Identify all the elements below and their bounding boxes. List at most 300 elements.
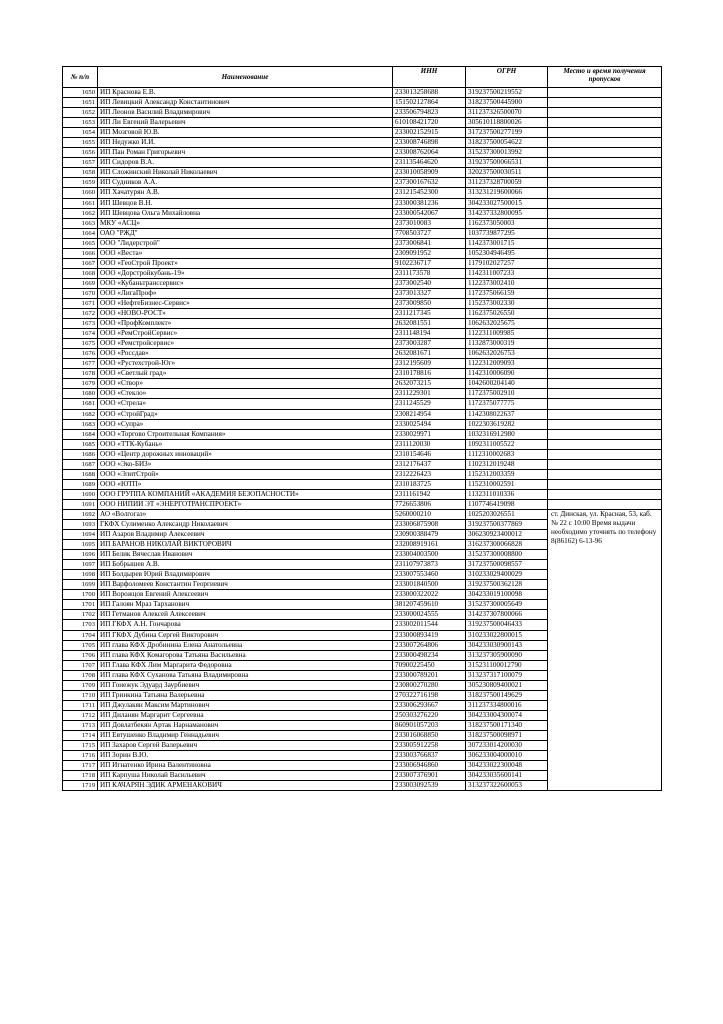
row-inn-cell: 2311120030	[393, 439, 466, 449]
row-name-cell: ООО «Россдав»	[98, 349, 393, 359]
row-name-cell: ООО «Рустехстрой-Юг»	[98, 359, 393, 369]
row-name-cell: ИП ГКФХ Дубина Сергей Викторович	[98, 630, 393, 640]
row-inn-cell: 233003092539	[393, 781, 466, 791]
row-name-cell: ООО «ПрофКомплект»	[98, 319, 393, 329]
row-num-cell: 1683	[63, 419, 98, 429]
row-inn-cell: 231215452300	[393, 188, 466, 198]
row-name-cell: ИП Левицкий Александр Константинович	[98, 98, 393, 108]
row-num-cell: 1664	[63, 228, 98, 238]
row-ogrn-cell: 315231100012790	[466, 660, 548, 670]
row-name-cell: ООО «Светлый град»	[98, 369, 393, 379]
row-name-cell: ИП Гетманов Алексей Алексеевич	[98, 610, 393, 620]
row-ogrn-cell: 1037739877295	[466, 228, 548, 238]
row-ogrn-cell: 304233035600141	[466, 771, 548, 781]
row-inn-cell: 381207459610	[393, 600, 466, 610]
row-num-cell: 1698	[63, 570, 98, 580]
row-ogrn-cell: 1179102027257	[466, 258, 548, 268]
row-ogrn-cell: 1132873000319	[466, 339, 548, 349]
row-ogrn-cell: 317237500277199	[466, 128, 548, 138]
row-name-cell: ООО «Дорстройкубань-19»	[98, 268, 393, 278]
row-num-cell: 1719	[63, 781, 98, 791]
row-num-cell: 1669	[63, 278, 98, 288]
row-inn-cell: 2311173578	[393, 268, 466, 278]
row-inn-cell: 230900388479	[393, 530, 466, 540]
row-inn-cell: 2308214954	[393, 409, 466, 419]
row-inn-cell: 233007553460	[393, 570, 466, 580]
row-num-cell: 1696	[63, 550, 98, 560]
row-inn-cell: 9102236717	[393, 258, 466, 268]
row-ogrn-cell: 1122373002410	[466, 278, 548, 288]
row-num-cell: 1651	[63, 98, 98, 108]
row-ogrn-cell: 315237300013992	[466, 148, 548, 158]
row-place-cell	[548, 309, 662, 319]
table-row	[63, 369, 662, 379]
table-row	[63, 268, 662, 278]
table-row	[63, 168, 662, 178]
row-name-cell: ИП Шевцова Ольга Михайловна	[98, 208, 393, 218]
table-body	[63, 88, 662, 791]
row-name-cell: АО «Волгогаз»	[98, 509, 393, 519]
row-inn-cell: 2330025494	[393, 419, 466, 429]
row-place-cell	[548, 349, 662, 359]
row-ogrn-cell: 1102312019248	[466, 459, 548, 469]
row-ogrn-cell: 304233027500015	[466, 198, 548, 208]
row-name-cell: ИП Хачатурян А.В.	[98, 188, 393, 198]
row-num-cell: 1668	[63, 268, 98, 278]
row-inn-cell: 2311245529	[393, 399, 466, 409]
row-name-cell: ООО «Веста»	[98, 248, 393, 258]
table-row	[63, 108, 662, 118]
row-num-cell: 1717	[63, 761, 98, 771]
table-row	[63, 459, 662, 469]
row-num-cell: 1660	[63, 188, 98, 198]
row-inn-cell: 2330029971	[393, 429, 466, 439]
pass-list-sheet	[62, 66, 661, 791]
table-row	[63, 389, 662, 399]
row-num-cell: 1682	[63, 409, 98, 419]
row-num-cell: 1659	[63, 178, 98, 188]
table-row	[63, 309, 662, 319]
row-place-cell	[548, 148, 662, 158]
row-place-cell	[548, 138, 662, 148]
row-ogrn-cell: 1172375077775	[466, 399, 548, 409]
row-inn-cell: 2311217345	[393, 309, 466, 319]
row-inn-cell: 5260000210	[393, 509, 466, 519]
row-place-cell	[548, 228, 662, 238]
row-name-cell: ИП Карпуша Николай Васильевич	[98, 771, 393, 781]
row-name-cell: ИП КАЧАРЯН ЭДИК АРМЕНАКОВИЧ	[98, 781, 393, 791]
table-row	[63, 218, 662, 228]
row-name-cell: ГКФХ Сулименко Александр Николаевич	[98, 520, 393, 530]
row-place-cell	[548, 278, 662, 288]
row-name-cell: ООО «Эко-БИЗ»	[98, 459, 393, 469]
row-name-cell: ООО «Торгово Строительная Компания»	[98, 429, 393, 439]
row-name-cell: ООО НИПИИ ЭТ «ЭНЕРГОТРАНСПРОЕКТ»	[98, 499, 393, 509]
row-name-cell: ИП Краснова Е.В.	[98, 88, 393, 98]
row-ogrn-cell: 1042600204140	[466, 379, 548, 389]
row-ogrn-cell: 313231219600066	[466, 188, 548, 198]
row-num-cell: 1684	[63, 429, 98, 439]
row-ogrn-cell: 1172375002910	[466, 389, 548, 399]
row-place-cell	[548, 248, 662, 258]
row-num-cell: 1675	[63, 339, 98, 349]
row-name-cell: ИП Евтушенко Владимир Геннадьевич	[98, 731, 393, 741]
row-num-cell: 1699	[63, 580, 98, 590]
row-name-cell: ИП Гринкина Татьяна Валерьевна	[98, 690, 393, 700]
row-name-cell: ИП Шевцов В.Н.	[98, 198, 393, 208]
row-name-cell: ООО «СтройГрад»	[98, 409, 393, 419]
row-place-cell	[548, 409, 662, 419]
row-inn-cell: 2312226423	[393, 469, 466, 479]
row-ogrn-cell: 1132311010336	[466, 489, 548, 499]
row-ogrn-cell: 1162373050003	[466, 218, 548, 228]
row-num-cell: 1679	[63, 379, 98, 389]
row-num-cell: 1670	[63, 288, 98, 298]
row-name-cell: ИП Довлатбекян Артак Нарнаманович	[98, 720, 393, 730]
table-row	[63, 399, 662, 409]
row-inn-cell: 233002152915	[393, 128, 466, 138]
row-inn-cell: 233000893419	[393, 630, 466, 640]
row-num-cell: 1703	[63, 620, 98, 630]
table-row	[63, 439, 662, 449]
row-place-cell	[548, 419, 662, 429]
table-row	[63, 489, 662, 499]
row-inn-cell: 233008762064	[393, 148, 466, 158]
row-name-cell: ИП Гонежук Эдуард Заурбиевич	[98, 680, 393, 690]
row-ogrn-cell: 310233029400029	[466, 570, 548, 580]
row-name-cell: ООО «Ремстройсервис»	[98, 339, 393, 349]
row-name-cell: ИП Диланян Маргарит Сергеевна	[98, 710, 393, 720]
table-row	[63, 148, 662, 158]
row-ogrn-cell: 1025203026551	[466, 509, 548, 519]
row-inn-cell: 7726653806	[393, 499, 466, 509]
row-ogrn-cell: 318237500171340	[466, 720, 548, 730]
row-name-cell: ИП Ворожцов Евгений Алексеевич	[98, 590, 393, 600]
row-inn-cell: 233000498234	[393, 650, 466, 660]
row-num-cell: 1676	[63, 349, 98, 359]
row-num-cell: 1710	[63, 690, 98, 700]
row-num-cell: 1712	[63, 710, 98, 720]
row-ogrn-cell: 318237500054622	[466, 138, 548, 148]
row-num-cell: 1706	[63, 650, 98, 660]
header-num: № п/п	[63, 67, 98, 88]
row-place-cell	[548, 439, 662, 449]
row-place-cell	[548, 489, 662, 499]
row-ogrn-cell: 304233019100098	[466, 590, 548, 600]
row-place-cell	[548, 319, 662, 329]
table-row	[63, 238, 662, 248]
row-num-cell: 1673	[63, 319, 98, 329]
row-ogrn-cell: 315237300008800	[466, 550, 548, 560]
row-name-cell: ИП Игнатенко Ирина Валентиновна	[98, 761, 393, 771]
row-inn-cell: 610108421720	[393, 118, 466, 128]
row-num-cell: 1687	[63, 459, 98, 469]
row-inn-cell: 233006875908	[393, 520, 466, 530]
table-row	[63, 429, 662, 439]
row-ogrn-cell: 315237300005649	[466, 600, 548, 610]
row-name-cell: ООО «ЛигаПроф»	[98, 288, 393, 298]
row-num-cell: 1711	[63, 700, 98, 710]
row-ogrn-cell: 1032316912980	[466, 429, 548, 439]
table-row	[63, 128, 662, 138]
row-ogrn-cell: 314237332800095	[466, 208, 548, 218]
table-row	[63, 339, 662, 349]
row-ogrn-cell: 1162375026550	[466, 309, 548, 319]
row-name-cell: ИП глава КФХ Комагорова Татьяна Васильевна	[98, 650, 393, 660]
row-name-cell: ИП Варфоломеев Константин Георгиевич	[98, 580, 393, 590]
row-name-cell: ИП Бобрышев А.В.	[98, 560, 393, 570]
row-num-cell: 1681	[63, 399, 98, 409]
row-num-cell: 1705	[63, 640, 98, 650]
row-inn-cell: 233000542067	[393, 208, 466, 218]
row-ogrn-cell: 1142311007233	[466, 268, 548, 278]
row-inn-cell: 2373006841	[393, 238, 466, 248]
table-row	[63, 118, 662, 128]
row-inn-cell: 237300167632	[393, 178, 466, 188]
row-inn-cell: 2632081551	[393, 319, 466, 329]
row-ogrn-cell: 1142373001715	[466, 238, 548, 248]
row-inn-cell: 230800270280	[393, 680, 466, 690]
row-ogrn-cell: 318237500445900	[466, 98, 548, 108]
row-num-cell: 1692	[63, 509, 98, 519]
table-row	[63, 409, 662, 419]
table-row	[63, 198, 662, 208]
header-ogrn: ОГРН	[466, 67, 548, 88]
row-num-cell: 1690	[63, 489, 98, 499]
row-ogrn-cell: 314237307800066	[466, 610, 548, 620]
row-inn-cell: 231107973873	[393, 560, 466, 570]
row-place-cell	[548, 178, 662, 188]
row-inn-cell: 231135464620	[393, 158, 466, 168]
row-num-cell: 1666	[63, 248, 98, 258]
row-place-cell	[548, 208, 662, 218]
row-name-cell: ООО «ЮТП»	[98, 479, 393, 489]
row-ogrn-cell: 316237300066828	[466, 540, 548, 550]
row-place-cell	[548, 329, 662, 339]
row-inn-cell: 233007264806	[393, 640, 466, 650]
row-name-cell: ИП Захаров Сергей Валерьевич	[98, 741, 393, 751]
row-place-cell	[548, 499, 662, 509]
row-ogrn-cell: 319237500046433	[466, 620, 548, 630]
row-num-cell: 1715	[63, 741, 98, 751]
row-ogrn-cell: 1112310002683	[466, 449, 548, 459]
row-place-cell	[548, 369, 662, 379]
row-ogrn-cell: 1122312009093	[466, 359, 548, 369]
table-row	[63, 469, 662, 479]
row-name-cell: ИП Недужко И.И.	[98, 138, 393, 148]
row-inn-cell: 2311229301	[393, 389, 466, 399]
row-inn-cell: 233010058909	[393, 168, 466, 178]
row-ogrn-cell: 305610118800026	[466, 118, 548, 128]
row-ogrn-cell: 310233022800015	[466, 630, 548, 640]
row-inn-cell: 2311148194	[393, 329, 466, 339]
row-inn-cell: 70900225450	[393, 660, 466, 670]
row-num-cell: 1716	[63, 751, 98, 761]
row-ogrn-cell: 317237500098557	[466, 560, 548, 570]
row-inn-cell: 2632073215	[393, 379, 466, 389]
row-inn-cell: 233008746898	[393, 138, 466, 148]
row-ogrn-cell: 305230809400021	[466, 680, 548, 690]
row-name-cell: ИП Глава КФХ Лим Маргарита Федоровна	[98, 660, 393, 670]
row-ogrn-cell: 307233014200030	[466, 741, 548, 751]
row-num-cell: 1708	[63, 670, 98, 680]
row-ogrn-cell: 1142310006090	[466, 369, 548, 379]
row-place-cell	[548, 449, 662, 459]
row-place-cell	[548, 88, 662, 98]
row-inn-cell: 2373010083	[393, 218, 466, 228]
row-ogrn-cell: 1142308022637	[466, 409, 548, 419]
row-place-cell	[548, 359, 662, 369]
row-num-cell: 1663	[63, 218, 98, 228]
row-num-cell: 1652	[63, 108, 98, 118]
row-name-cell: ООО «НефтеБизнес-Сервис»	[98, 298, 393, 308]
row-ogrn-cell: 311237334800016	[466, 700, 548, 710]
row-num-cell: 1702	[63, 610, 98, 620]
row-place-cell	[548, 298, 662, 308]
row-num-cell: 1654	[63, 128, 98, 138]
row-inn-cell: 233006946860	[393, 761, 466, 771]
row-name-cell: МКУ «АСЦ»	[98, 218, 393, 228]
row-inn-cell: 233013258688	[393, 88, 466, 98]
row-name-cell: ИП Пан Роман Григорьевич	[98, 148, 393, 158]
row-ogrn-cell: 318237500149629	[466, 690, 548, 700]
table-row	[63, 509, 662, 519]
place-note-cell: ст. Динская, ул. Красная, 53, каб. № 22 с 10:00 Время выдачи необходимо уточнять по телефону 8(86162) 6-13-96	[548, 509, 662, 790]
row-ogrn-cell: 313237317100079	[466, 670, 548, 680]
row-ogrn-cell: 1172375066159	[466, 288, 548, 298]
row-num-cell: 1655	[63, 138, 98, 148]
row-num-cell: 1691	[63, 499, 98, 509]
row-inn-cell: 2310154646	[393, 449, 466, 459]
row-inn-cell: 2373003287	[393, 339, 466, 349]
row-place-cell	[548, 288, 662, 298]
row-place-cell	[548, 459, 662, 469]
row-ogrn-cell: 1122311009985	[466, 329, 548, 339]
row-place-cell	[548, 389, 662, 399]
table-row	[63, 158, 662, 168]
row-inn-cell: 232008919161	[393, 540, 466, 550]
row-inn-cell: 233004003500	[393, 550, 466, 560]
row-inn-cell: 233016068850	[393, 731, 466, 741]
row-ogrn-cell: 319237500377869	[466, 520, 548, 530]
row-num-cell: 1661	[63, 198, 98, 208]
row-ogrn-cell: 1022303619282	[466, 419, 548, 429]
row-num-cell: 1694	[63, 530, 98, 540]
table-row	[63, 329, 662, 339]
row-num-cell: 1685	[63, 439, 98, 449]
row-place-cell	[548, 469, 662, 479]
row-ogrn-cell: 319237500219552	[466, 88, 548, 98]
row-num-cell: 1667	[63, 258, 98, 268]
row-inn-cell: 233506794823	[393, 108, 466, 118]
row-name-cell: ИП БАРАНОВ НИКОЛАЙ ВИКТОРОВИЧ	[98, 540, 393, 550]
row-inn-cell: 2373013327	[393, 288, 466, 298]
row-name-cell: ООО «ТТК-Кубань»	[98, 439, 393, 449]
row-inn-cell: 860901057203	[393, 720, 466, 730]
row-num-cell: 1688	[63, 469, 98, 479]
row-place-cell	[548, 118, 662, 128]
row-inn-cell: 233000381236	[393, 198, 466, 208]
row-place-cell	[548, 258, 662, 268]
row-num-cell: 1678	[63, 369, 98, 379]
row-name-cell: ИП Ли Евгений Валерьевич	[98, 118, 393, 128]
row-inn-cell: 2310183725	[393, 479, 466, 489]
row-inn-cell: 151502127864	[393, 98, 466, 108]
row-name-cell: ООО «Кубаньтранссервис»	[98, 278, 393, 288]
row-name-cell: ООО «Супра»	[98, 419, 393, 429]
row-num-cell: 1674	[63, 329, 98, 339]
row-num-cell: 1680	[63, 389, 98, 399]
row-name-cell: ООО «Створ»	[98, 379, 393, 389]
row-inn-cell: 250303276220	[393, 710, 466, 720]
row-place-cell	[548, 158, 662, 168]
table-row	[63, 258, 662, 268]
row-num-cell: 1657	[63, 158, 98, 168]
row-inn-cell: 2311161942	[393, 489, 466, 499]
row-ogrn-cell: 319237500066531	[466, 158, 548, 168]
row-num-cell: 1695	[63, 540, 98, 550]
row-inn-cell: 2310178816	[393, 369, 466, 379]
row-name-cell: ООО «Центр дорожных инноваций»	[98, 449, 393, 459]
row-ogrn-cell: 1152312003359	[466, 469, 548, 479]
table-row	[63, 278, 662, 288]
row-place-cell	[548, 268, 662, 278]
row-name-cell: ООО ГРУППА КОМПАНИЙ «АКАДЕМИЯ БЕЗОПАСНОСТИ»	[98, 489, 393, 499]
row-inn-cell: 233002011544	[393, 620, 466, 630]
row-inn-cell: 2373009850	[393, 298, 466, 308]
row-ogrn-cell: 311237326500070	[466, 108, 548, 118]
row-name-cell: ИП Зорин В.Ю.	[98, 751, 393, 761]
row-inn-cell: 2373002540	[393, 278, 466, 288]
row-ogrn-cell: 304233022300048	[466, 761, 548, 771]
row-ogrn-cell: 1107746419098	[466, 499, 548, 509]
row-name-cell: ИП ГКФХ А.Н. Гончарова	[98, 620, 393, 630]
row-num-cell: 1693	[63, 520, 98, 530]
row-name-cell: ИП Белик Вячеслав Иванович	[98, 550, 393, 560]
table-row	[63, 178, 662, 188]
row-name-cell: ИП Галоян Мраз Тарханович	[98, 600, 393, 610]
row-place-cell	[548, 128, 662, 138]
header-place: Место и время получения пропусков	[548, 67, 662, 88]
row-inn-cell: 233007376901	[393, 771, 466, 781]
row-place-cell	[548, 379, 662, 389]
table-row	[63, 349, 662, 359]
row-inn-cell: 233000789201	[393, 670, 466, 680]
row-num-cell: 1658	[63, 168, 98, 178]
table-row	[63, 359, 662, 369]
row-num-cell: 1704	[63, 630, 98, 640]
row-ogrn-cell: 313237322600053	[466, 781, 548, 791]
row-ogrn-cell: 318237500098971	[466, 731, 548, 741]
row-inn-cell: 2312176437	[393, 459, 466, 469]
row-num-cell: 1713	[63, 720, 98, 730]
table-row	[63, 208, 662, 218]
table-row	[63, 419, 662, 429]
table-row	[63, 228, 662, 238]
row-name-cell: ООО «ЭлитСтрой»	[98, 469, 393, 479]
table-row	[63, 98, 662, 108]
row-inn-cell: 270322716198	[393, 690, 466, 700]
row-inn-cell: 233003766837	[393, 751, 466, 761]
row-place-cell	[548, 238, 662, 248]
row-place-cell	[548, 98, 662, 108]
row-ogrn-cell: 306233004000010	[466, 751, 548, 761]
row-name-cell: ИП глава КФХ Дробинина Елена Анатольевна	[98, 640, 393, 650]
row-ogrn-cell: 311237328700059	[466, 178, 548, 188]
row-place-cell	[548, 479, 662, 489]
row-place-cell	[548, 218, 662, 228]
row-place-cell	[548, 339, 662, 349]
